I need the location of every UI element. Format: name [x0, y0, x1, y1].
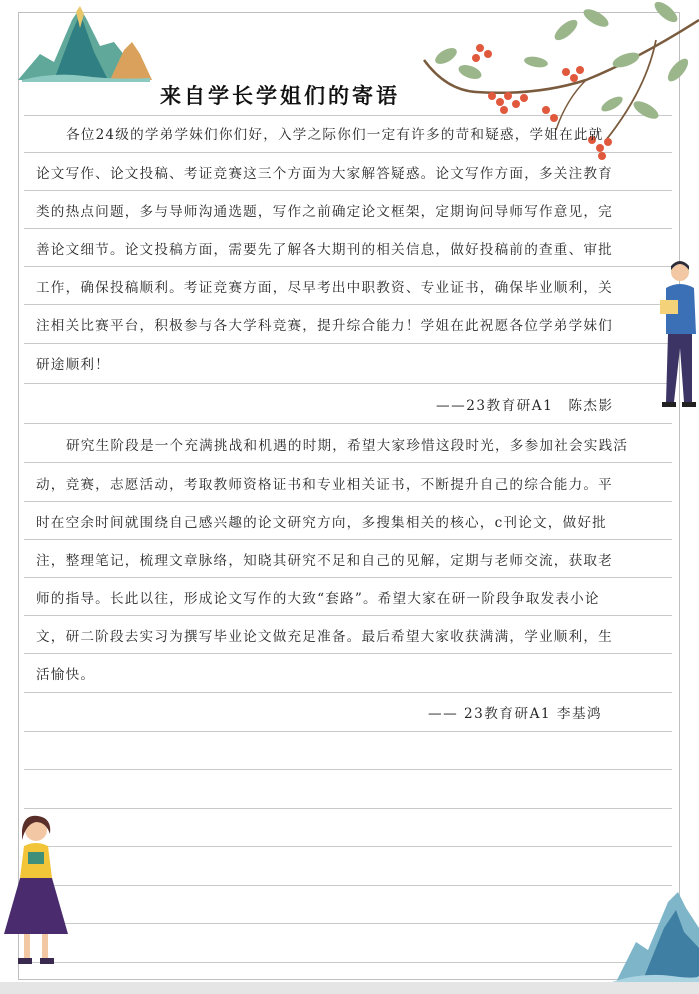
letter-1-line: 各位24级的学弟学妹们你们好，入学之际你们一定有许多的苛和疑惑，学姐在此就	[66, 127, 604, 143]
letter-2-line: 研究生阶段是一个充满挑战和机遇的时期，希望大家珍惜这段时光，多参加社会实践活	[66, 438, 629, 454]
letter-2-line: 活愉快。	[36, 667, 96, 683]
mountain-illustration-top-left	[14, 2, 154, 84]
letter-1-line: 类的热点问题，多与导师沟通选题，写作之前确定论文框架，定期询问导师写作意见，完	[36, 204, 613, 220]
letter-1-line: 工作，确保投稿顺利。考证竞赛方面，尽早考出中职教资、专业证书，确保毕业顺利，关	[36, 280, 613, 296]
letter-1-line: 研途顺利！	[36, 357, 110, 373]
student-girl-illustration	[0, 812, 72, 972]
mountain-illustration-bottom-right	[612, 888, 699, 982]
letter-1-line: 论文写作、论文投稿、考证竞赛这三个方面为大家解答疑惑。论文写作方面，多关注教育	[36, 166, 613, 182]
letter-1-line: 注相关比赛平台，积极参与各大学科竞赛，提升综合能力！学姐在此祝愿各位学弟学妹们	[36, 318, 613, 334]
letter-2-line: 时在空余时间就围绕自己感兴趣的论文研究方向，多搜集相关的核心，c刊论文，做好批	[36, 515, 607, 531]
letter-2-line: 师的指导。长此以往，形成论文写作的大致“套路”。希望大家在研一阶段争取发表小论	[36, 591, 600, 607]
letter-2-line: 动，竞赛，志愿活动，考取教师资格证书和专业相关证书，不断提升自己的综合能力。平	[36, 477, 613, 493]
page-title: 来自学长学姐们的寄语	[160, 83, 400, 108]
letter-1-signature: ——23教育研A1 陈杰影	[436, 398, 614, 414]
letter-2-signature: —— 23教育研A1 李基鸿	[428, 706, 603, 722]
letter-1-line: 善论文细节。论文投稿方面，需要先了解各大期刊的相关信息，做好投稿前的查重、审批	[36, 242, 613, 258]
bottom-band	[0, 982, 699, 994]
letter-2-line: 注，整理笔记，梳理文章脉络，知晓其研究不足和自己的见解，定期与老师交流，获取老	[36, 553, 613, 569]
letter-2-line: 文，研二阶段去实习为撰写毕业论文做充足准备。最后希望大家收获满满，学业顺利，生	[36, 629, 613, 645]
